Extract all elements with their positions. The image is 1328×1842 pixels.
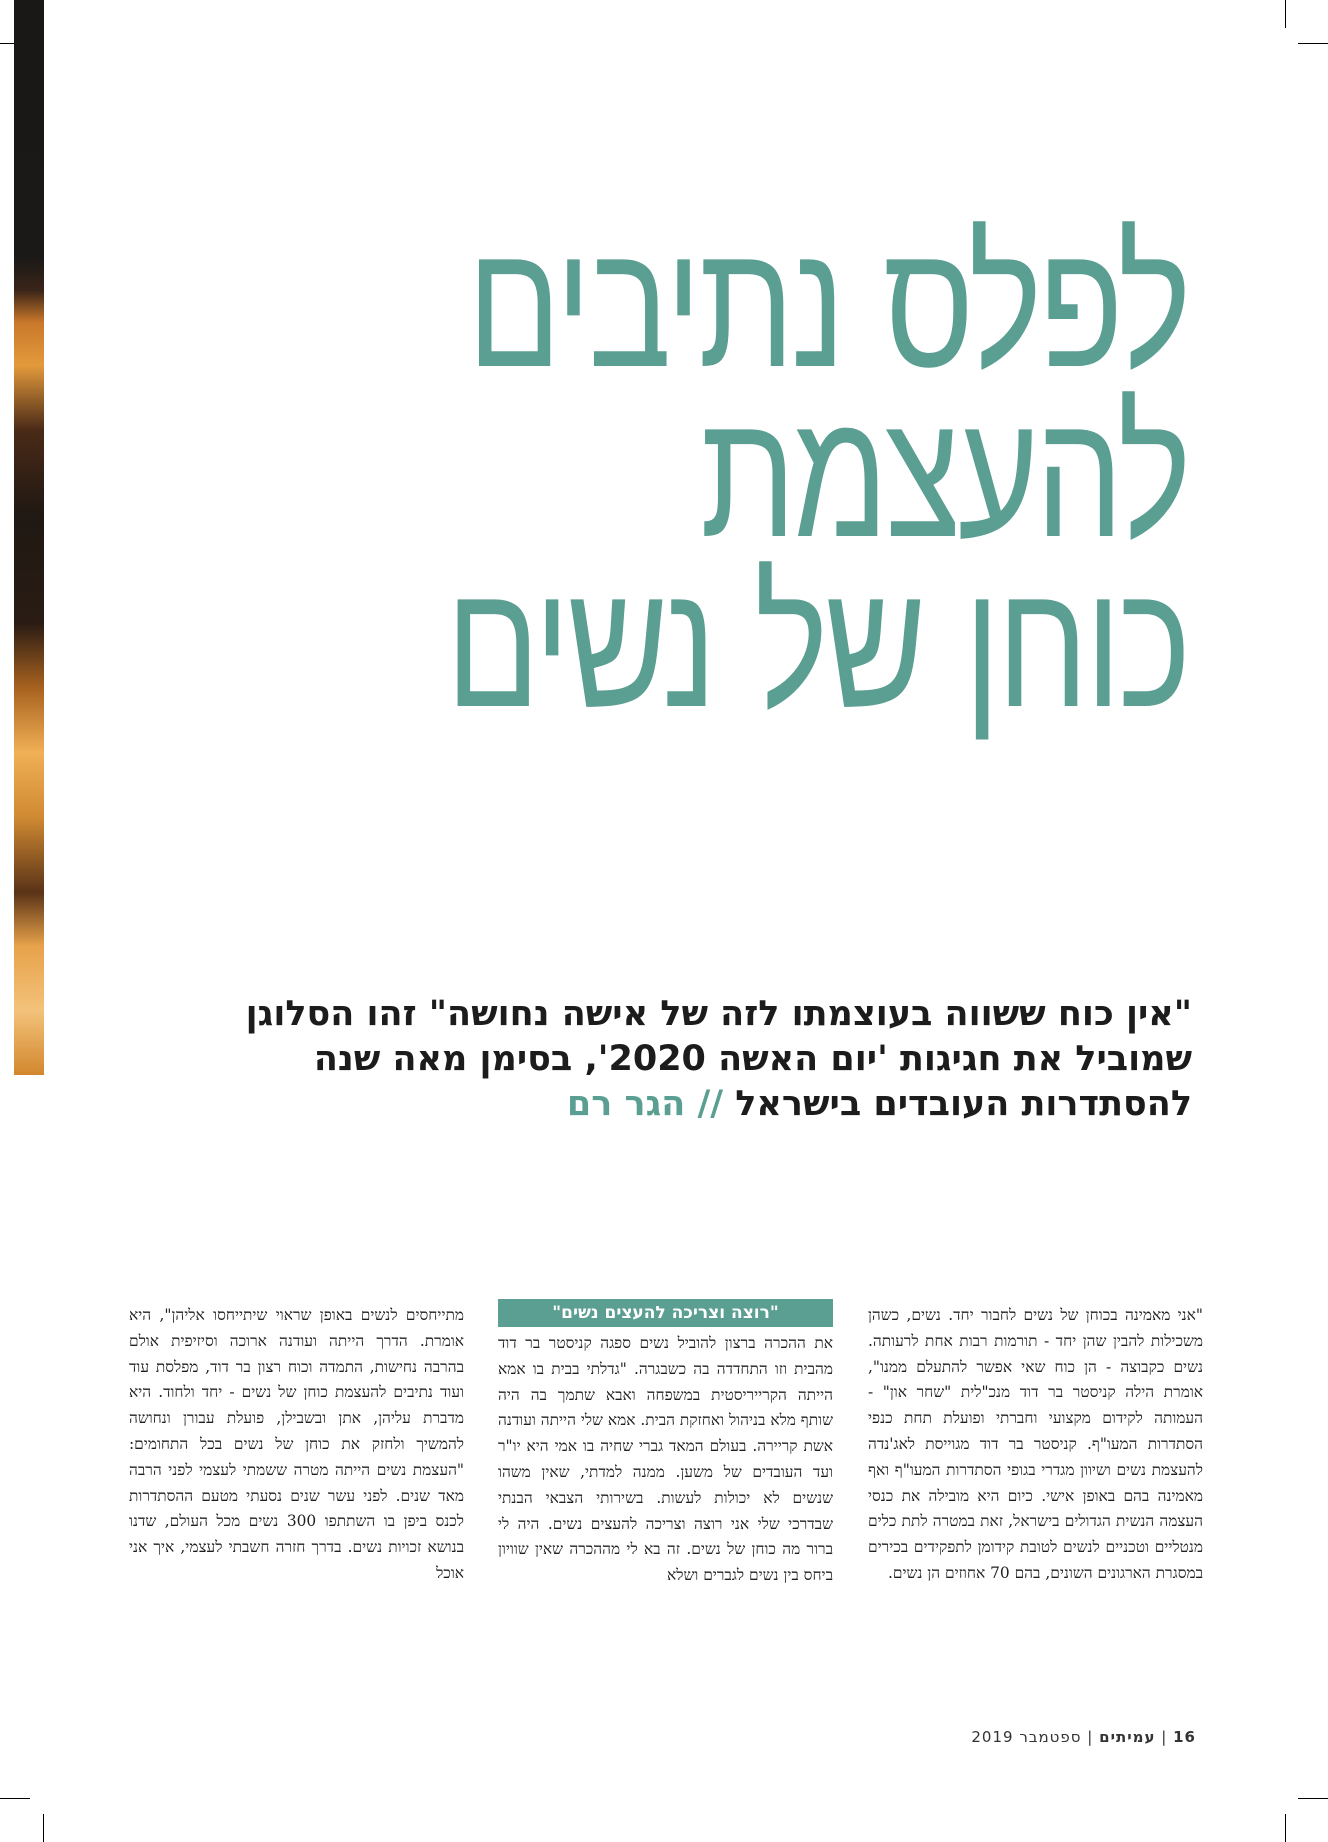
magazine-name: עמיתים xyxy=(1099,1728,1156,1746)
article-column-right xyxy=(868,1303,1203,1587)
crop-mark xyxy=(0,1798,30,1799)
crop-mark xyxy=(43,1814,44,1842)
article-column-middle xyxy=(498,1303,833,1589)
page-footer xyxy=(971,1728,1196,1746)
column-text: את ההכרה ברצון להוביל נשים ספגה קניסטר בר דוד מהבית וזו התחדדה בה כשבגרה. "גדלתי בבית בו אמא הייתה הקרייריסטית במשפחה ואבא שתמך בה היה שותף מלא בניהול ואחזקת הבית. אמא שלי הייתה ועודנה אשת קריירה. בעולם המאד גברי שחיה בו אמי היא יו"ר ועד העובדים של משען. ממנה למדתי, שאין משהו שנשים לא יכולות לעשות. בשירותי הצבאי הבנתי שבדרכי שלי אני רוצה וצריכה להעצים נשים. היה לי ברור מה כוחן של נשים. זה בא לי מההכרה שאין שוויון ביחס בין נשים לגברים ושלא xyxy=(498,1334,833,1585)
headline-line-2: להעצמת xyxy=(700,371,1188,578)
subheadline xyxy=(192,992,1192,1127)
headline-line-3: כוחן של נשים xyxy=(445,541,1188,748)
subhead-line-3 xyxy=(192,1082,1192,1127)
footer-separator: | xyxy=(1087,1728,1094,1746)
subhead-line-2: שמוביל את חגיגות 'יום האשה 2020', בסימן מאה שנה xyxy=(313,1039,1192,1079)
article-column-left xyxy=(129,1303,464,1587)
crop-mark xyxy=(1285,0,1286,28)
issue-date: ספטמבר 2019 xyxy=(971,1728,1082,1746)
headline xyxy=(361,201,1189,748)
author-byline: // הגר רם xyxy=(566,1084,724,1124)
column-text: מתייחסים לנשים באופן שראוי שיתייחסו אליהן", היא אומרת. הדרך הייתה ועודנה ארוכה וסיזיפית אולם בהרבה נחישות, התמדה וכוח רצון בר דוד, מפלסת עוד ועוד נתיבים להעצמת כוחן של נשים - יחד ולחוד. היא מדברת עליהן, אתן ובשבילן, פועלת עבורן ונחושה להמשיך ולחזק את כוחן של נשים בכל התחומים: "העצמת נשים הייתה מטרה ששמתי לעצמי לפני הרבה מאד שנים. לפני עשר שנים נסעתי מטעם ההסתדרות לכנס ביפן בו השתתפו 300 נשים מכל העולם, שדנו בנושא זכויות נשים. בדרך חזרה חשבתי לעצמי, איך אני אוכל xyxy=(129,1306,464,1582)
subhead-line-1: "אין כוח ששווה בעוצמתו לזה של אישה נחושה" זהו הסלוגן xyxy=(245,994,1192,1034)
photo-strip xyxy=(14,0,44,1075)
crop-mark xyxy=(1298,43,1328,44)
section-heading: "רוצה וצריכה להעצים נשים" xyxy=(498,1299,833,1327)
headline-line-1: לפלס נתיבים xyxy=(467,201,1189,408)
page-number: 16 xyxy=(1173,1728,1196,1746)
footer-separator: | xyxy=(1161,1728,1168,1746)
crop-mark xyxy=(1285,1814,1286,1842)
subhead-line-3-text: להסתדרות העובדים בישראל xyxy=(735,1084,1192,1124)
column-text: "אני מאמינה בכוחן של נשים לחבור יחד. נשים, כשהן משכילות להבין שהן יחד - תורמות רבות אחת לרעותה. נשים כקבוצה - הן כוח שאי אפשר להתעלם ממנו", אומרת הילה קניסטר בר דוד מנכ"לית "שחר און" - העמותה לקידום מקצועי וחברתי ופועלת תחת כנפי הסתדרות המעו"ף. קניסטר בר דוד מגוייסת לאג'נדה להעצמת נשים ושיוון מגדרי בגופי הסתדרות המעו"ף ואף מאמינה בהם באופן אישי. כיום היא מובילה את כנסי העצמה הנשית הגדולים בישראל, זאת במטרה לתת כלים מנטליים וטכניים לנשים לטובת קידומן לתפקידים בכירים במסגרת הארגונים השונים, בהם 70 אחוזים הן נשים. xyxy=(868,1306,1203,1582)
crop-mark xyxy=(1298,1798,1328,1799)
